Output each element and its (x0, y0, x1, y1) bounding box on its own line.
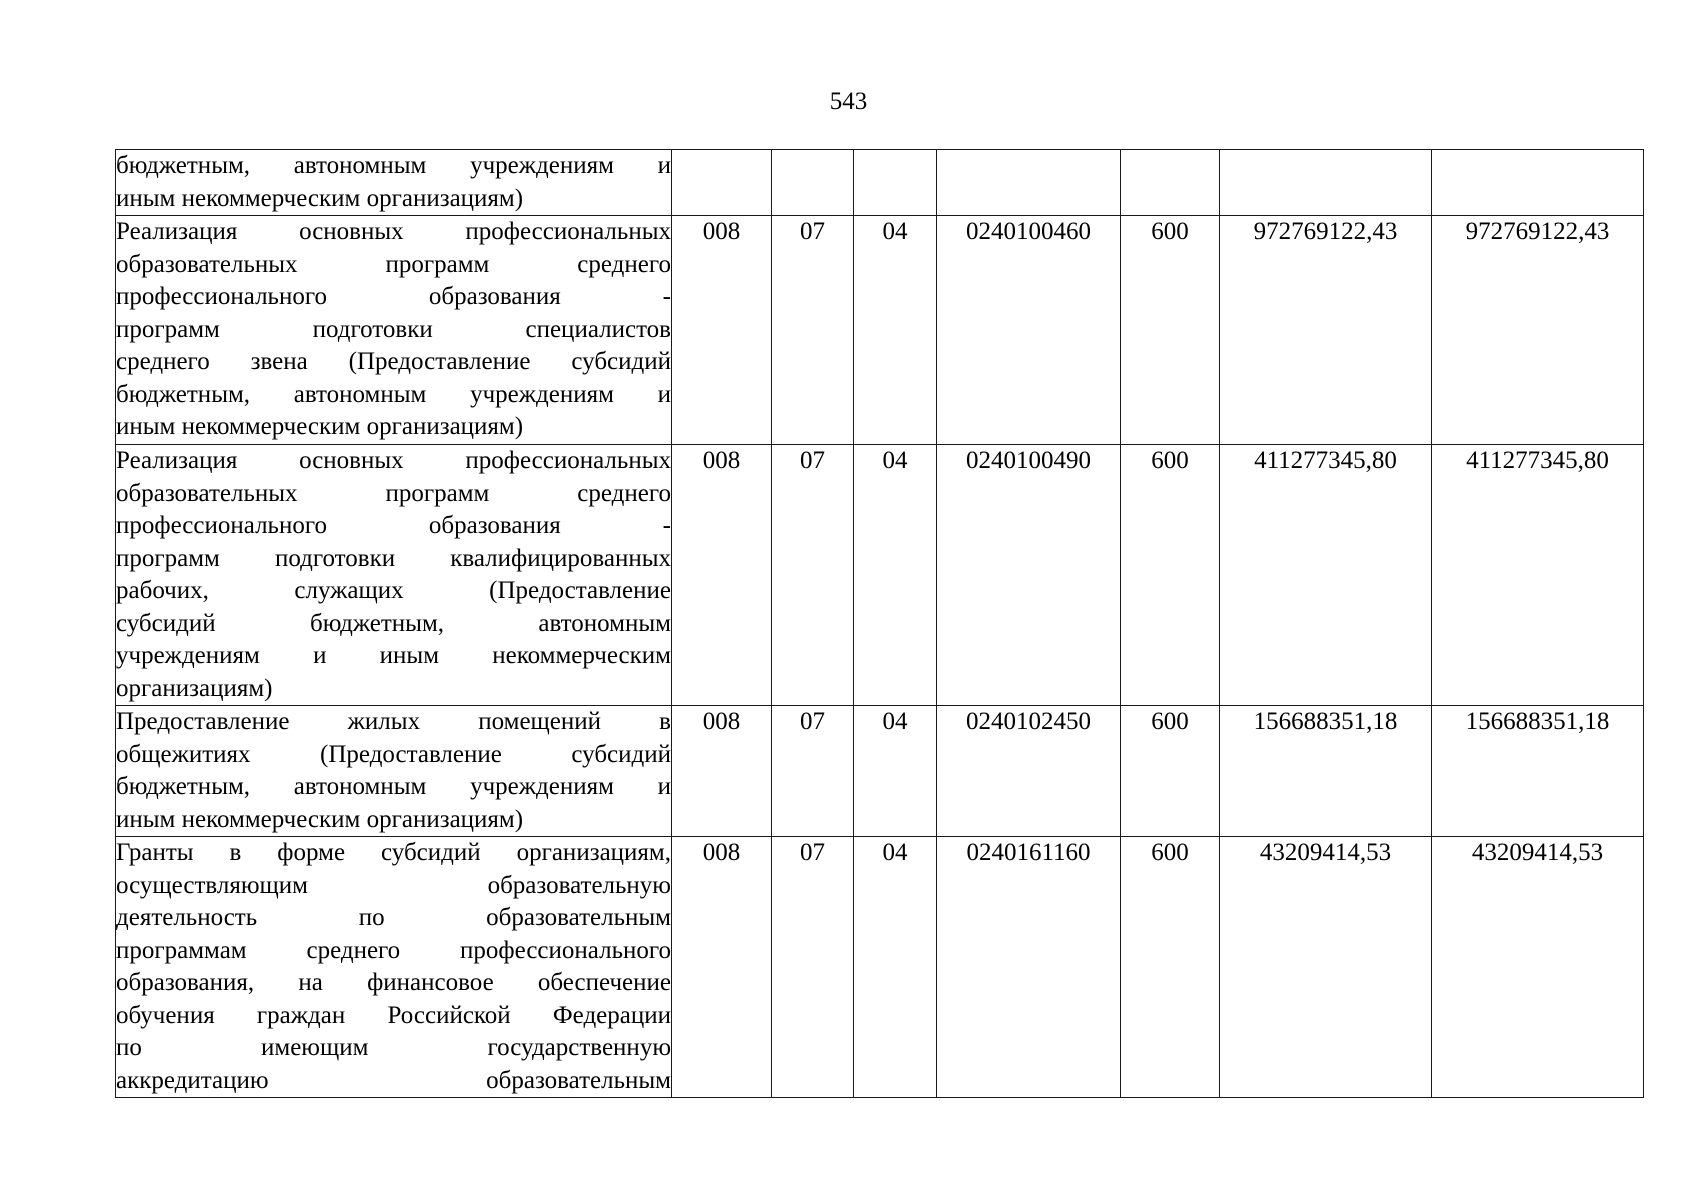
amount-2-cell: 43209414,53 (1432, 837, 1644, 1098)
description-line: программам среднего профессионального (116, 936, 671, 964)
subsection-cell: 04 (854, 216, 937, 445)
section-cell (772, 150, 854, 216)
page-number-text: 543 (829, 88, 868, 115)
target-article-cell (937, 150, 1121, 216)
target-article-cell: 0240100460 (937, 216, 1121, 445)
table-row (116, 837, 1644, 1098)
target-article-cell: 0240102450 (937, 706, 1121, 837)
description-line: осуществляющим образовательную (116, 871, 671, 899)
ministry-code-cell: 008 (672, 216, 772, 445)
section-cell: 07 (772, 706, 854, 837)
description-line: аккредитацию образовательным (116, 1066, 671, 1094)
amount-2-cell: 411277345,80 (1432, 445, 1644, 706)
description-line: Реализация основных профессиональных (116, 218, 671, 245)
description-cell (116, 706, 672, 837)
expense-type-cell: 600 (1121, 216, 1220, 445)
subsection-cell: 04 (854, 445, 937, 706)
subsection-cell (854, 150, 937, 216)
amount-1-cell: 972769122,43 (1220, 216, 1432, 445)
description-line: субсидий бюджетным, автономным (116, 609, 671, 637)
subsection-cell: 04 (854, 837, 937, 1098)
table-row (116, 216, 1644, 445)
description-line: деятельность по образовательным (116, 904, 671, 931)
description-cell (116, 837, 672, 1098)
expense-type-cell: 600 (1121, 837, 1220, 1098)
amount-2-cell: 156688351,18 (1432, 706, 1644, 837)
section-cell: 07 (772, 216, 854, 445)
description-line: учреждениям и иным некоммерческим (116, 642, 671, 669)
description-line: образовательных программ среднего (116, 479, 671, 507)
page-number (0, 86, 1697, 118)
description-line: программ подготовки квалифицированных (116, 544, 671, 572)
expense-type-cell: 600 (1121, 445, 1220, 706)
description-line: общежитиях (Предоставление субсидий (116, 740, 671, 768)
description-line: Реализация основных профессиональных (116, 447, 671, 474)
amount-2-cell (1432, 150, 1644, 216)
description-line: профессионального образования - (116, 512, 671, 539)
description-line: бюджетным, автономным учреждениям и (116, 773, 671, 800)
amount-1-cell: 43209414,53 (1220, 837, 1432, 1098)
amount-1-cell: 411277345,80 (1220, 445, 1432, 706)
expense-type-cell (1121, 150, 1220, 216)
target-article-cell: 0240100490 (937, 445, 1121, 706)
amount-1-cell (1220, 150, 1432, 216)
target-article-cell: 0240161160 (937, 837, 1121, 1098)
description-line: по имеющим государственную (116, 1034, 671, 1061)
description-line: бюджетным, автономным учреждениям и (116, 152, 671, 179)
ministry-code-cell: 008 (672, 445, 772, 706)
description-line: иным некоммерческим организациям) (116, 805, 524, 833)
section-cell: 07 (772, 837, 854, 1098)
description-line: бюджетным, автономным учреждениям и (116, 380, 671, 408)
section-cell: 07 (772, 445, 854, 706)
description-line: образовательных программ среднего (116, 250, 671, 278)
description-line: иным некоммерческим организациям) (116, 184, 524, 212)
amount-1-cell: 156688351,18 (1220, 706, 1432, 837)
subsection-cell: 04 (854, 706, 937, 837)
description-line: организациям) (116, 674, 273, 702)
description-line: Предоставление жилых помещений в (116, 708, 671, 735)
table-row (116, 445, 1644, 706)
description-line: программ подготовки специалистов (116, 315, 671, 343)
description-line: Гранты в форме субсидий организациям, (116, 839, 671, 866)
ministry-code-cell: 008 (672, 706, 772, 837)
ministry-code-cell: 008 (672, 837, 772, 1098)
description-line: обучения граждан Российской Федерации (116, 1001, 671, 1029)
description-line: профессионального образования - (116, 283, 671, 310)
description-cell (116, 150, 672, 216)
table-row (116, 706, 1644, 837)
budget-allocation-table (115, 149, 1644, 1098)
description-cell (116, 216, 672, 445)
description-line: иным некоммерческим организациям) (116, 413, 524, 440)
description-line: образования, на финансовое обеспечение (116, 969, 671, 996)
description-line: среднего звена (Предоставление субсидий (116, 348, 671, 375)
description-line: рабочих, служащих (Предоставление (116, 577, 671, 604)
description-cell (116, 445, 672, 706)
expense-type-cell: 600 (1121, 706, 1220, 837)
ministry-code-cell (672, 150, 772, 216)
amount-2-cell: 972769122,43 (1432, 216, 1644, 445)
table-row (116, 150, 1644, 216)
